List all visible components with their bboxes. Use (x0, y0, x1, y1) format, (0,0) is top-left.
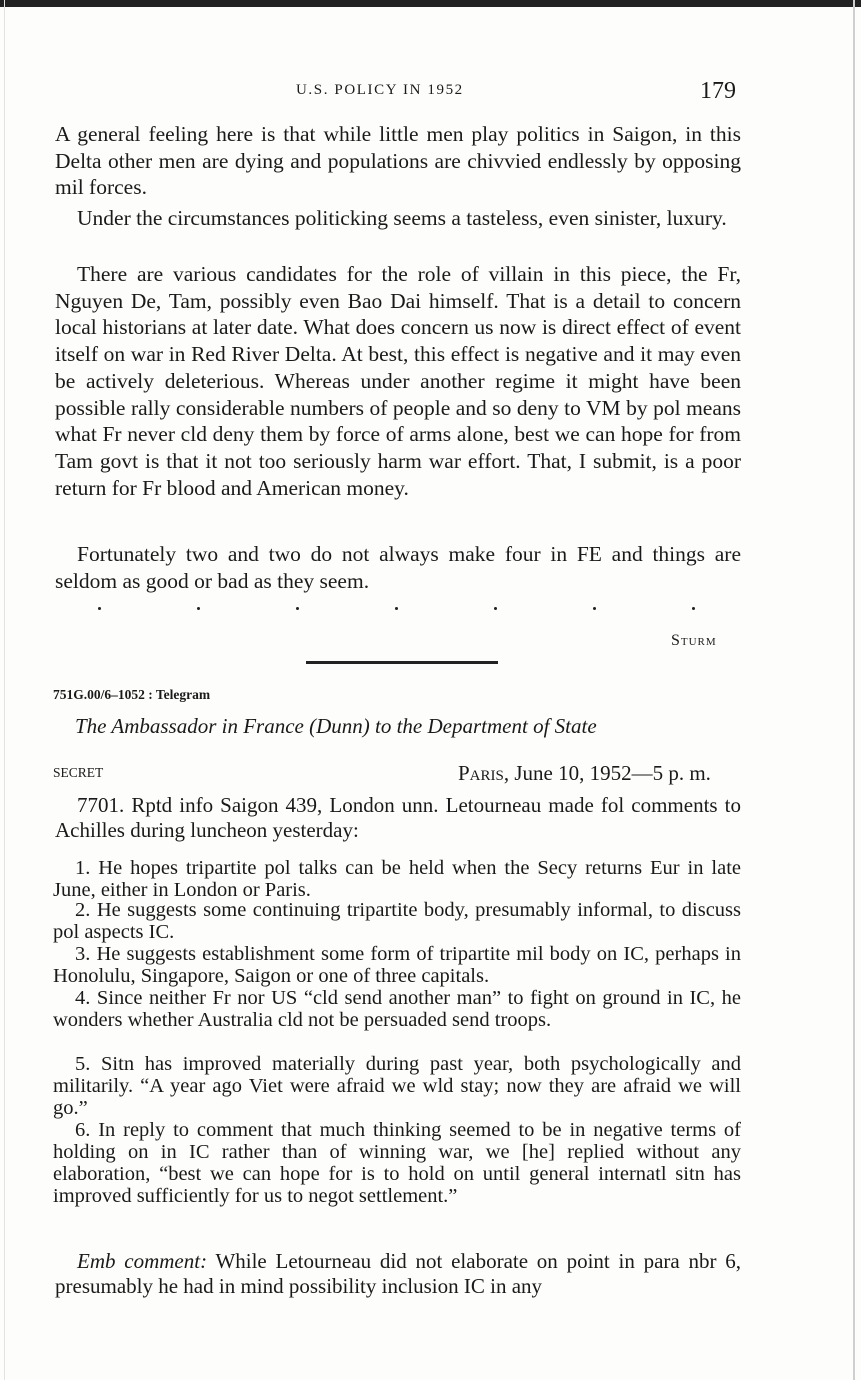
ellipsis-dot (494, 607, 497, 610)
page-top-edge (0, 0, 861, 7)
signature: Sturm (671, 632, 717, 649)
dateline-date: June 10, 1952—5 p. m. (509, 761, 711, 785)
telegram-point-3: 3. He suggests establishment some form of tripartite mil body on IC, perhaps in Honolulu, Singapore, Saigon or one of three capitals. (53, 943, 741, 987)
page-number: 179 (700, 78, 736, 104)
ellipsis-dot (296, 607, 299, 610)
ellipsis-dot (197, 607, 200, 610)
body-paragraph-1: A general feeling here is that while little men play politics in Saigon, in this Delta other men are dying and populations are chivvied endlessly by opposing mil forces. (55, 122, 741, 200)
telegram-point-1: 1. He hopes tripartite pol talks can be held when the Secy returns Eur in late June, either in London or Paris. (53, 857, 741, 901)
page-right-edge (853, 0, 855, 1380)
page-left-edge (4, 0, 5, 1380)
body-paragraph-3: There are various candidates for the role of villain in this piece, the Fr, Nguyen De, Tam, possibly even Bao Dai himself. That is a detail to concern local historians at later date. What does concern us now is direct effect of event itself on war in Red River Delta. At best, this effect is negative and it may even be actively deleterious. Whereas under another regime it might have been possible rally considerable numbers of people and so deny to VM by pol means what Fr never cld deny them by force of arms alone, best we can hope for from Tam govt is that it not too seriously harm war effort. That, I submit, is a poor return for Fr blood and American money. (55, 262, 741, 500)
telegram-point-5: 5. Sitn has improved materially during past year, both psychologically and militarily. “A year ago Viet were afraid we wld stay; now they are afraid we will go.” (53, 1053, 741, 1119)
ellipsis-dot (395, 607, 398, 610)
ellipsis-dots-row (0, 607, 861, 617)
document-title: The Ambassador in France (Dunn) to the Department of State (75, 714, 597, 738)
telegram-point-6: 6. In reply to comment that much thinking seemed to be in negative terms of holding on in IC rather than of winning war, we [he] replied without any elaboration, “best we can hope for is to hold on until general internatl sitn has improved sufficiently for us to negot settlement.” (53, 1119, 741, 1207)
telegram-point-2: 2. He suggests some continuing tripartite body, presumably informal, to discuss pol aspects IC. (53, 899, 741, 943)
running-head: U.S. POLICY IN 1952 (296, 82, 464, 98)
ellipsis-dot (593, 607, 596, 610)
telegram-point-4: 4. Since neither Fr nor US “cld send another man” to fight on ground in IC, he wonders whether Australia cld not be persuaded send troops. (53, 987, 741, 1031)
file-reference: 751G.00/6–1052 : Telegram (53, 687, 211, 702)
classification-label: SECRET (53, 765, 104, 780)
body-paragraph-4: Fortunately two and two do not always make four in FE and things are seldom as good or bad as they seem. (55, 542, 741, 593)
ellipsis-dot (692, 607, 695, 610)
body-paragraph-2: Under the circumstances politicking seems a tasteless, even sinister, luxury. (77, 206, 727, 230)
section-divider (306, 661, 498, 664)
embassy-comment-text: While Letourneau did not elaborate on point in para nbr 6, presumably he had in mind possibility inclusion IC in any (55, 1249, 742, 1298)
dateline-place: Paris, (458, 761, 510, 785)
embassy-comment (55, 1249, 741, 1299)
ellipsis-dot (98, 607, 101, 610)
telegram-intro: 7701. Rptd info Saigon 439, London unn. Letourneau made fol comments to Achilles during luncheon yesterday: (55, 793, 741, 842)
embassy-comment-label: Emb comment: (77, 1249, 208, 1273)
dateline (458, 761, 711, 786)
